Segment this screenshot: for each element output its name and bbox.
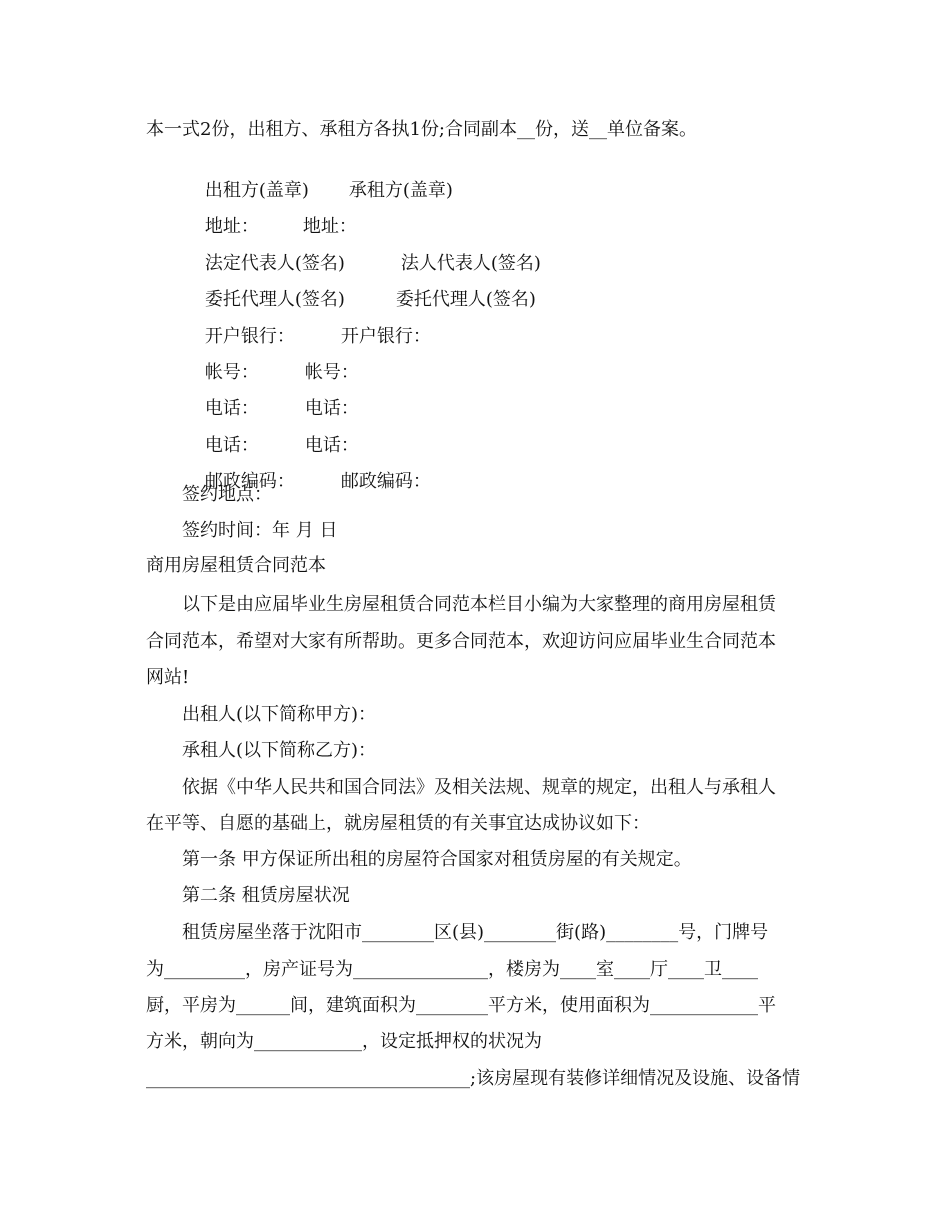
sign-row-account — [182, 337, 359, 383]
sign-row-address — [182, 191, 357, 237]
article-2-line: 厨，平房为______间，建筑面积为________平方米，使用面积为____________平 — [146, 995, 776, 1016]
lessor-account-label: 帐号： — [204, 362, 259, 383]
intro-line: 网站! — [146, 667, 190, 688]
article-2-line: 租赁房屋坐落于沈阳市________区(县)________街(路)________号，门牌号 — [182, 922, 769, 943]
lessor-phone-label: 电话： — [204, 398, 259, 419]
sign-row-postcode — [182, 446, 431, 492]
lessee-agent-label: 委托代理人(签名) — [395, 289, 536, 310]
lessee-legal-rep-label: 法人代表人(签名) — [400, 253, 541, 274]
article-2-line: 为_________，房产证号为_______________，楼房为____室____厅____卫____ — [146, 959, 758, 980]
lessor-legal-rep-label: 法定代表人(签名) — [204, 253, 345, 274]
lessee-phone-label: 电话： — [304, 398, 359, 419]
article-2-line: 方米，朝向为____________，设定抵押权的状况为 — [146, 1031, 542, 1052]
article-2-line: ____________________________________;该房屋现有装修详细情况及设施、设备情 — [146, 1068, 801, 1089]
sign-row-phone — [182, 373, 359, 419]
lessor-seal-label: 出租方(盖章) — [204, 180, 309, 201]
basis-line: 依据《中华人民共和国合同法》及相关法规、规章的规定，出租人与承租人 — [182, 777, 776, 798]
lessor-postcode-label: 邮政编码： — [204, 471, 295, 492]
intro-line: 以下是由应届毕业生房屋租赁合同范本栏目小编为大家整理的商用房屋租赁 — [182, 594, 776, 615]
lessor-agent-label: 委托代理人(签名) — [204, 289, 345, 310]
lessee-account-label: 帐号： — [304, 362, 359, 383]
lessor-bank-label: 开户银行： — [204, 326, 295, 347]
lessee-line: 承租人(以下简称乙方)： — [182, 740, 377, 761]
lessee-postcode-label: 邮政编码： — [340, 471, 431, 492]
sign-place: 签约地点： — [182, 484, 272, 505]
lessee-bank-label: 开户银行： — [340, 326, 431, 347]
sign-row-agent — [182, 264, 536, 310]
lessor-address-label: 地址： — [204, 216, 259, 237]
sign-row-seal — [182, 155, 453, 201]
article-2-title: 第二条 租赁房屋状况 — [182, 885, 350, 906]
article-1: 第一条 甲方保证所出租的房屋符合国家对租赁房屋的有关规定。 — [182, 849, 692, 870]
lessee-address-label: 地址： — [302, 216, 357, 237]
lessee-phone-2-label: 电话： — [304, 435, 359, 456]
sign-time: 签约时间：年 月 日 — [182, 520, 338, 541]
section-title: 商用房屋租赁合同范本 — [146, 555, 326, 576]
intro-line: 合同范本，希望对大家有所帮助。更多合同范本，欢迎访问应届毕业生合同范本 — [146, 631, 776, 652]
basis-line: 在平等、自愿的基础上，就房屋租赁的有关事宜达成协议如下： — [146, 813, 650, 834]
lessee-seal-label: 承租方(盖章) — [348, 180, 453, 201]
lessor-phone-2-label: 电话： — [204, 435, 259, 456]
lessor-line: 出租人(以下简称甲方)： — [182, 704, 377, 725]
copies-line: 本一式2份，出租方、承租方各执1份;合同副本__份，送__单位备案。 — [146, 119, 697, 140]
sign-row-bank — [182, 301, 431, 347]
sign-row-legal-rep — [182, 228, 541, 274]
sign-row-phone-2 — [182, 410, 359, 456]
